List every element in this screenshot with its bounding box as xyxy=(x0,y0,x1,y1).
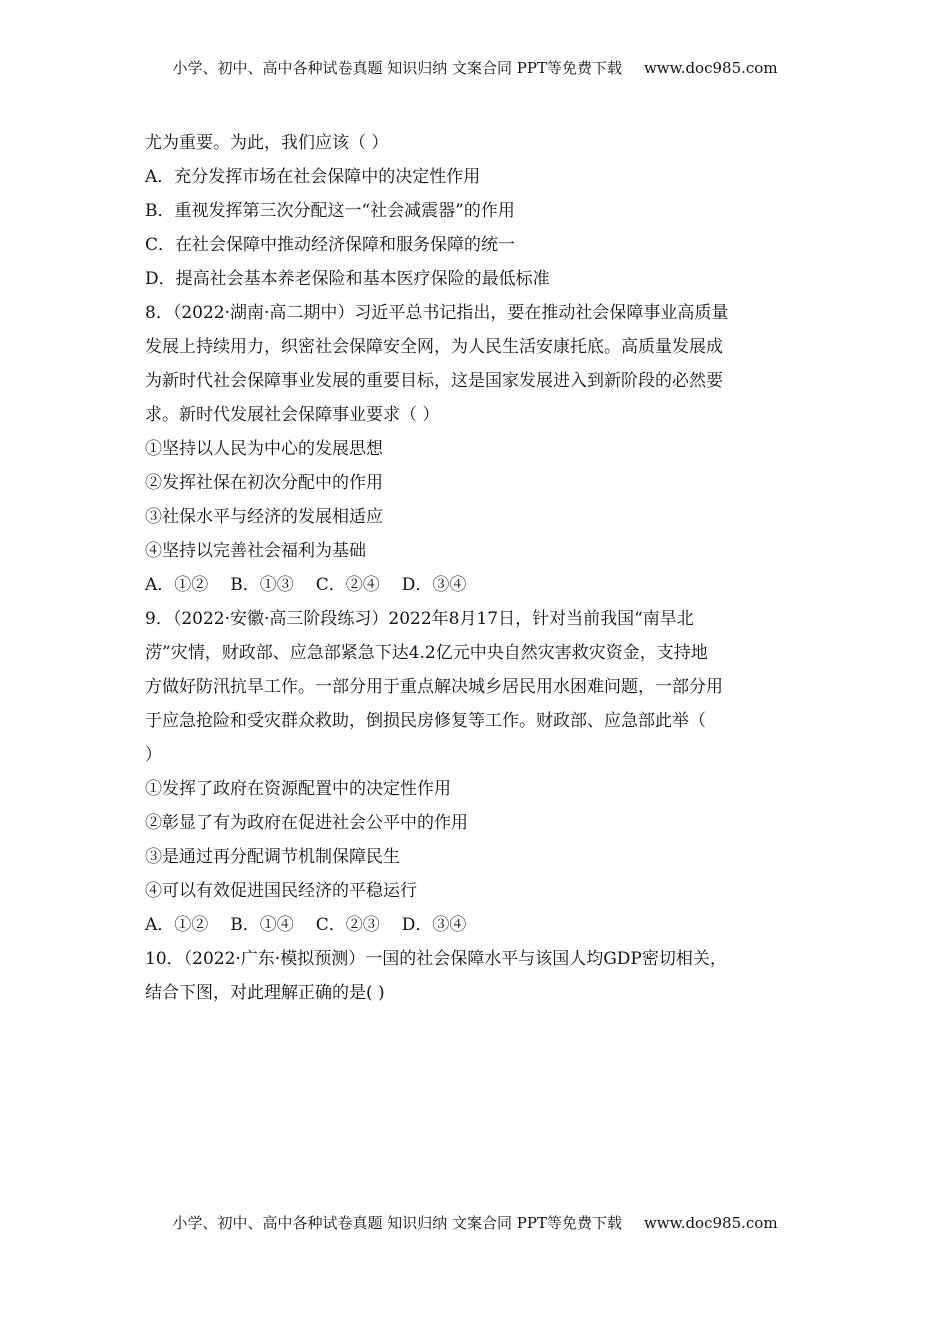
q8-stem-line: 为新时代社会保障事业发展的重要目标，这是国家发展进入到新阶段的必然要 xyxy=(145,371,723,391)
q9-stem-line: 涝”灾情，财政部、应急部紧急下达4.2亿元中央自然灾害救灾资金，支持地 xyxy=(145,643,708,663)
q8-item-2: ②发挥社保在初次分配中的作用 xyxy=(145,473,383,493)
q9-stem-line: 方做好防汛抗旱工作。一部分用于重点解决城乡居民用水困难问题，一部分用 xyxy=(145,677,723,697)
q9-choice-a: A．①② xyxy=(145,915,209,935)
q8-stem-line: 发展上持续用力，织密社会保障安全网，为人民生活安康托底。高质量发展成 xyxy=(145,337,723,357)
header-site-link[interactable]: www.doc985.com xyxy=(643,59,778,77)
q9-choice-c: C．②③ xyxy=(315,915,380,935)
q9-choice-b: B．①④ xyxy=(230,915,294,935)
q9-stem-line: 9．（2022·安徽·高三阶段练习）2022年8月17日，针对当前我国“南旱北 xyxy=(145,609,694,629)
q10-stem-line: 10．（2022·广东·模拟预测）一国的社会保障水平与该国人均GDP密切相关， xyxy=(145,949,727,969)
q9-item-2: ②彰显了有为政府在促进社会公平中的作用 xyxy=(145,813,468,833)
q9-stem-line: 于应急抢险和受灾群众救助，倒损民房修复等工作。财政部、应急部此举（ xyxy=(145,711,706,731)
q9-choices xyxy=(145,908,810,942)
q8-choice-a: A．①② xyxy=(145,575,209,595)
q8-choice-c: C．②④ xyxy=(315,575,380,595)
footer-text: 小学、初中、高中各种试卷真题 知识归纳 文案合同 PPT等免费下载 xyxy=(172,1214,622,1232)
page-header xyxy=(0,58,950,78)
q9-stem-line: ） xyxy=(145,745,162,765)
q8-choice-b: B．①③ xyxy=(230,575,294,595)
q7-option-c: C．在社会保障中推动经济保障和服务保障的统一 xyxy=(145,235,516,255)
exam-content xyxy=(145,126,810,1010)
q8-item-3: ③社保水平与经济的发展相适应 xyxy=(145,507,383,527)
q9-item-4: ④可以有效促进国民经济的平稳运行 xyxy=(145,881,417,901)
q7-option-d: D．提高社会基本养老保险和基本医疗保险的最低标准 xyxy=(145,269,550,289)
q8-stem-line: 求。新时代发展社会保障事业要求（ ） xyxy=(145,405,440,425)
q8-choice-d: D．③④ xyxy=(401,575,467,595)
header-text: 小学、初中、高中各种试卷真题 知识归纳 文案合同 PPT等免费下载 xyxy=(172,59,622,77)
page-footer xyxy=(0,1213,950,1233)
q8-item-1: ①坚持以人民为中心的发展思想 xyxy=(145,439,383,459)
q9-item-1: ①发挥了政府在资源配置中的决定性作用 xyxy=(145,779,451,799)
q7-continuation: 尤为重要。为此，我们应该（ ） xyxy=(145,133,389,153)
q9-choice-d: D．③④ xyxy=(401,915,467,935)
q7-option-b: B．重视发挥第三次分配这一“社会减震器”的作用 xyxy=(145,201,515,221)
q8-stem-line: 8．（2022·湖南·高二期中）习近平总书记指出，要在推动社会保障事业高质量 xyxy=(145,303,729,323)
footer-site-link[interactable]: www.doc985.com xyxy=(643,1214,778,1232)
q9-item-3: ③是通过再分配调节机制保障民生 xyxy=(145,847,400,867)
q7-option-a: A．充分发挥市场在社会保障中的决定性作用 xyxy=(145,167,481,187)
q8-choices xyxy=(145,568,810,602)
q10-stem-line: 结合下图，对此理解正确的是( ) xyxy=(145,983,385,1003)
q8-item-4: ④坚持以完善社会福利为基础 xyxy=(145,541,366,561)
